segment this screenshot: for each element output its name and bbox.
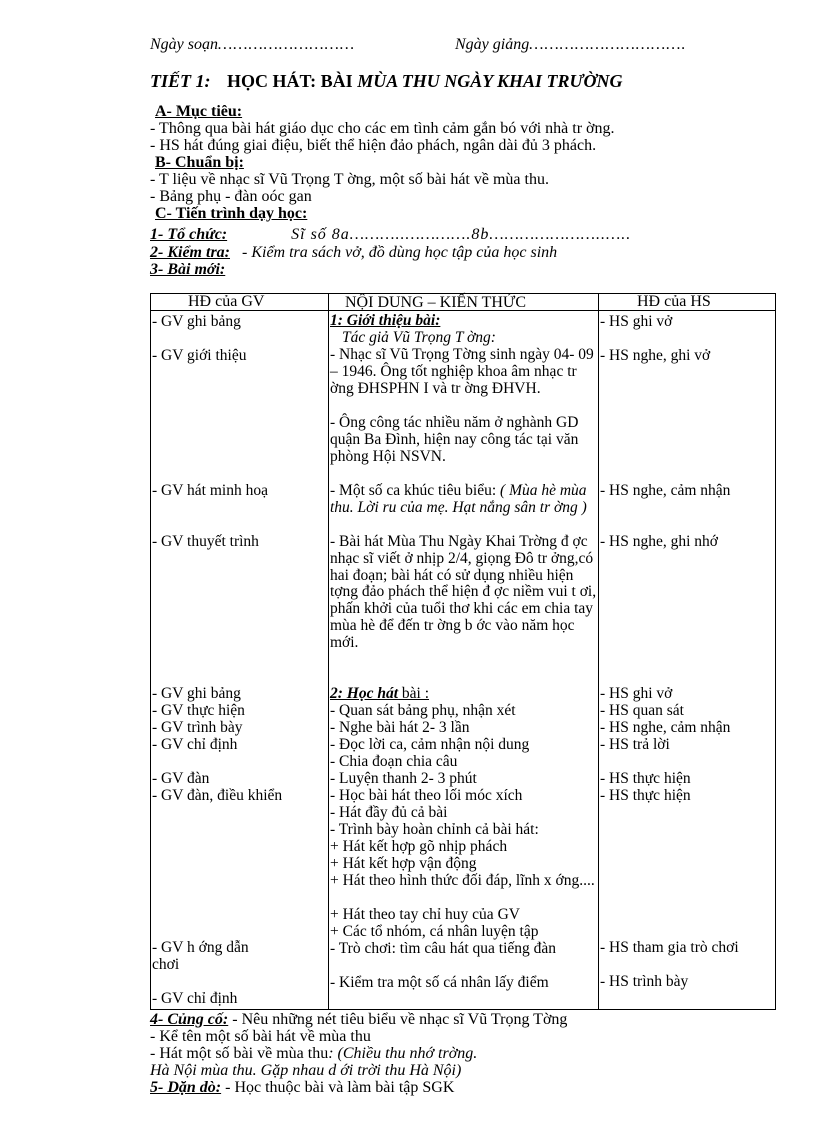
learning-step: - Nghe bài hát 2- 3 lần	[330, 719, 470, 736]
section-c-title: C- Tiến trình dạy học:	[155, 205, 308, 222]
learning-step: - Đọc lời ca, cảm nhận nội dung	[330, 736, 530, 753]
notable-songs-lead: - Một số ca khúc tiêu biểu:	[330, 482, 501, 499]
table-border	[150, 1009, 776, 1010]
teacher-activity: - GV giới thiệu	[152, 347, 247, 364]
header-teacher: HĐ của GV	[188, 293, 265, 310]
table-border	[775, 293, 776, 1010]
student-activity: - HS quan sát	[600, 702, 684, 719]
teacher-activity: - GV thuyết trình	[152, 533, 259, 550]
prep-date	[150, 36, 355, 54]
learning-step: - Học bài hát theo lối móc xích	[330, 787, 523, 804]
teacher-activity: - GV chỉ định	[152, 736, 238, 753]
part2-title	[330, 686, 600, 703]
learning-step: + Hát theo hình thức đối đáp, lĩnh x ớng....	[330, 872, 595, 889]
student-activity: - HS thực hiện	[600, 770, 691, 787]
teacher-activity: - GV đàn, điều khiển	[152, 787, 283, 804]
student-activity: - HS tham gia trò chơi	[600, 939, 739, 956]
lesson-table	[150, 293, 776, 1010]
learning-step: + Hát kết hợp vận động	[330, 855, 477, 872]
learning-step: - Trò chơi: tìm câu hát qua tiếng đàn	[330, 940, 557, 957]
teacher-activity: - GV h ớng dẫn	[152, 939, 249, 956]
header-student: HĐ của HS	[637, 293, 711, 310]
part2-title-suffix: bài :	[398, 685, 430, 702]
attendance-text: Sĩ số 8a………..………….8b…………………..…..	[291, 226, 632, 243]
section-b-line: - T liệu về nhạc sĩ Vũ Trọng T ờng, một số bài hát về mùa thu.	[150, 171, 549, 188]
part1-title: 1: Giới thiệu bài:	[330, 312, 441, 329]
teacher-activity: chơi	[152, 956, 180, 973]
section-a-title: A- Mục tiêu:	[155, 103, 243, 120]
teacher-activity: - GV chỉ định	[152, 990, 238, 1007]
learning-step: - Trình bày hoàn chỉnh cả bài hát:	[330, 821, 539, 838]
learning-step: - Chia đoạn chia câu	[330, 753, 458, 770]
student-activity: - HS nghe, cảm nhận	[600, 482, 731, 499]
check-row	[150, 244, 557, 262]
check-label: 2- Kiểm tra:	[150, 244, 230, 261]
table-border	[328, 293, 329, 1010]
homework-label: 5- Dặn dò:	[150, 1079, 222, 1096]
table-border	[150, 293, 151, 1010]
teach-date-label: Ngày giảng	[455, 36, 530, 53]
student-activity: - HS thực hiện	[600, 787, 691, 804]
song-title: MÙA THU NGÀY KHAI TRƯỜNG	[357, 71, 623, 91]
prep-date-label: Ngày soạn	[150, 36, 218, 53]
learning-step: + Các tổ nhóm, cá nhân luyện tập	[330, 923, 539, 940]
notable-songs-list: ( Mùa hè mùa thu. Lời ru của mẹ. Hạt nắng sân tr ờng )	[330, 482, 587, 516]
learning-step: - Quan sát bảng phụ, nhận xét	[330, 702, 516, 719]
consolidate-label: 4- Củng cố:	[150, 1011, 229, 1028]
teacher-activity: - GV ghi bảng	[152, 685, 241, 702]
lesson-type: HỌC HÁT: BÀI	[227, 71, 353, 91]
learning-step: - Hát đầy đủ cả bài	[330, 804, 448, 821]
consolidate-line: - Kể tên một số bài hát về mùa thu	[150, 1028, 371, 1045]
author-bio: - Nhạc sĩ Vũ Trọng Tờng sinh ngày 04- 09 – 1946. Ông tốt nghiệp khoa âm nhạc tr ờng ĐHSPHN I và tr ờng ĐHVH.	[330, 346, 594, 397]
author-work: - Ông công tác nhiều năm ở nghành GD quận Ba Đình, hiện nay công tác tại văn phòng Hội NSVN.	[330, 414, 579, 465]
homework-row	[150, 1079, 454, 1097]
sing-songs: : (Chiều thu nhớ trờng.	[328, 1045, 478, 1062]
sing-row	[150, 1045, 477, 1063]
sing-songs-cont: Hà Nội mùa thu. Gặp nhau d ới trời thu Hà Nội)	[150, 1062, 462, 1079]
section-b-line: - Bảng phụ - đàn oóc gan	[150, 188, 312, 205]
teacher-activity: - GV hát minh hoạ	[152, 482, 268, 499]
check-text: - Kiểm tra sách vở, đồ dùng học tập của học sinh	[242, 244, 558, 261]
student-activity: - HS ghi vở	[600, 313, 673, 330]
teacher-activity: - GV trình bày	[152, 719, 243, 736]
homework-text: - Học thuộc bài và làm bài tập SGK	[221, 1079, 455, 1096]
consolidate-text: - Nêu những nét tiêu biểu về nhạc sĩ Vũ Trọng Tờng	[228, 1011, 568, 1028]
learning-step: + Hát theo tay chỉ huy của GV	[330, 906, 520, 923]
section-b-title: B- Chuẩn bị:	[155, 154, 244, 171]
student-activity: - HS ghi vở	[600, 685, 673, 702]
lesson-title	[150, 71, 623, 92]
learning-step: - Luyện thanh 2- 3 phút	[330, 770, 477, 787]
part2-title-label: 2: Học hát	[330, 685, 399, 702]
teacher-activity: - GV thực hiện	[152, 702, 245, 719]
teach-date	[455, 36, 686, 54]
teacher-activity: - GV đàn	[152, 770, 210, 787]
consolidate-row	[150, 1011, 567, 1029]
teach-date-dots: ………………………….	[529, 36, 687, 53]
new-lesson-label: 3- Bài mới:	[150, 261, 226, 278]
prep-date-dots: ………………………	[218, 36, 356, 53]
author-heading: Tác giả Vũ Trọng T ờng:	[342, 329, 496, 346]
song-description: - Bài hát Mùa Thu Ngày Khai Trờng đ ợc nhạc sĩ viết ở nhịp 2/4, giọng Đô tr ởng,có hai đoạn; bài hát có sử dụng nhiều hiện tợng đảo phách thể hiện đ ợc niềm vui t ơi, phấn khởi của tuổi thơ khi các em chia tay mùa hè để đến tr ờng b ớc vào năm học mới.	[330, 533, 597, 651]
teacher-activity: - GV ghi bảng	[152, 313, 241, 330]
sing-lead: - Hát một số bài về mùa thu	[150, 1045, 329, 1062]
student-activity: - HS nghe, ghi vở	[600, 347, 711, 364]
student-activity: - HS trả lời	[600, 736, 670, 753]
section-a-line: - HS hát đúng giai điệu, biết thể hiện đảo phách, ngân dài đủ 3 phách.	[150, 137, 597, 154]
lesson-number: TIẾT 1:	[150, 71, 211, 91]
section-a-line: - Thông qua bài hát giáo dục cho các em tình cảm gắn bó với nhà tr ờng.	[150, 120, 615, 137]
organization-label: 1- Tổ chức:	[150, 226, 228, 243]
learning-step: - Kiểm tra một số cá nhân lấy điểm	[330, 974, 549, 991]
header-content: NỘI DUNG – KIẾN THỨC	[345, 294, 526, 311]
student-activity: - HS trình bày	[600, 973, 689, 990]
student-activity: - HS nghe, cảm nhận	[600, 719, 731, 736]
learning-step: + Hát kết hợp gõ nhịp phách	[330, 838, 508, 855]
organization-row	[150, 226, 631, 244]
student-activity: - HS nghe, ghi nhớ	[600, 533, 718, 550]
notable-songs	[330, 483, 600, 517]
